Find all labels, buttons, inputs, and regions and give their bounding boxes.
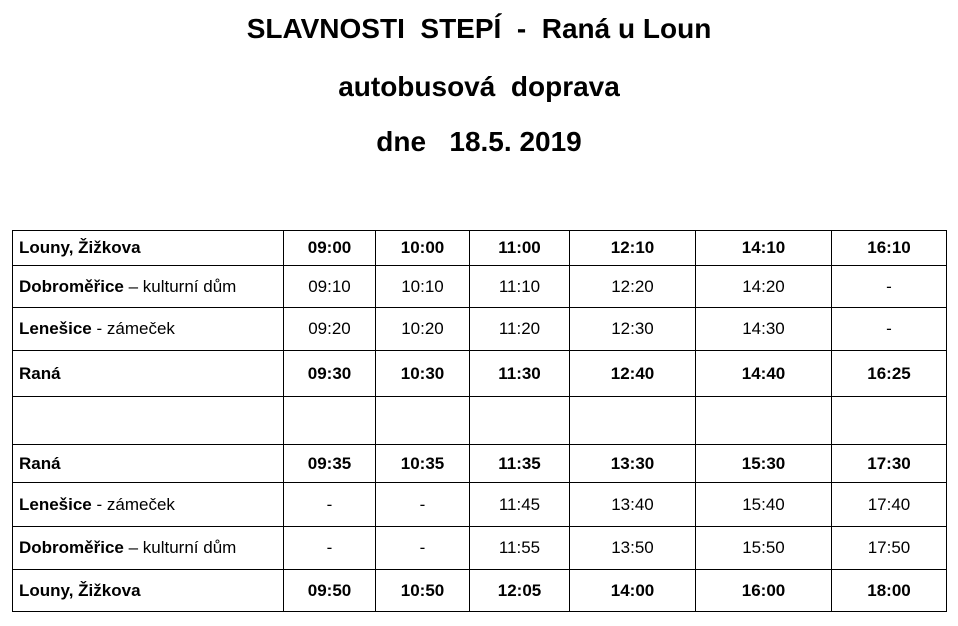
timetable-row — [13, 445, 947, 483]
departure-time: 09:50 — [284, 570, 376, 612]
departure-time: 16:10 — [832, 231, 947, 266]
departure-time: 12:40 — [570, 351, 696, 397]
departure-time: 15:40 — [696, 483, 832, 527]
departure-time — [470, 397, 570, 445]
departure-time: 13:50 — [570, 527, 696, 570]
departure-time: 16:00 — [696, 570, 832, 612]
departure-time: 16:25 — [832, 351, 947, 397]
timetable-body — [13, 231, 947, 612]
stop-name: Dobroměřice — [19, 276, 124, 296]
departure-time: - — [376, 483, 470, 527]
departure-time: 11:00 — [470, 231, 570, 266]
stop-name-cell — [13, 308, 284, 351]
stop-detail: – kulturní dům — [123, 538, 237, 557]
stop-name-cell — [13, 231, 284, 266]
departure-time: - — [284, 483, 376, 527]
title: SLAVNOSTI STEPÍ - Raná u Loun — [246, 13, 712, 44]
stop-name-cell — [13, 266, 284, 308]
departure-time: 12:05 — [470, 570, 570, 612]
stop-name: Raná — [19, 363, 61, 383]
stop-name: Lenešice — [19, 319, 92, 338]
departure-time: 10:30 — [376, 351, 470, 397]
departure-time: 17:40 — [832, 483, 947, 527]
stop-name-cell — [13, 351, 284, 397]
departure-time — [696, 397, 832, 445]
departure-time: 11:45 — [470, 483, 570, 527]
departure-time: - — [376, 527, 470, 570]
departure-time: 11:30 — [470, 351, 570, 397]
departure-time: 09:10 — [284, 266, 376, 308]
departure-time: 17:30 — [832, 445, 947, 483]
departure-time: 14:30 — [696, 308, 832, 351]
timetable-row — [13, 308, 947, 351]
stop-detail: – kulturní dům — [123, 276, 237, 296]
departure-time: 13:30 — [570, 445, 696, 483]
stop-name-cell — [13, 570, 284, 612]
departure-time: 15:30 — [696, 445, 832, 483]
departure-time: 18:00 — [832, 570, 947, 612]
departure-time: - — [284, 527, 376, 570]
departure-time: 14:00 — [570, 570, 696, 612]
departure-time: 09:30 — [284, 351, 376, 397]
departure-time: 10:00 — [376, 231, 470, 266]
timetable-row — [13, 483, 947, 527]
timetable-spacer-row — [13, 397, 947, 445]
departure-time: 09:35 — [284, 445, 376, 483]
stop-name-cell — [13, 527, 284, 570]
stop-name: Louny, Žižkova — [19, 580, 141, 600]
stop-name: Dobroměřice — [19, 538, 124, 557]
departure-time — [284, 397, 376, 445]
timetable-row — [13, 527, 947, 570]
departure-time: 13:40 — [570, 483, 696, 527]
stop-name: Raná — [19, 453, 61, 473]
departure-time: 10:50 — [376, 570, 470, 612]
stop-detail: - zámeček — [91, 319, 175, 338]
departure-time: 12:30 — [570, 308, 696, 351]
timetable-row — [13, 570, 947, 612]
departure-time: 09:00 — [284, 231, 376, 266]
departure-time: 12:20 — [570, 266, 696, 308]
subtitle: autobusová doprava — [338, 71, 620, 102]
timetable-row — [13, 266, 947, 308]
departure-time: 11:35 — [470, 445, 570, 483]
departure-time: 14:10 — [696, 231, 832, 266]
departure-time: 11:55 — [470, 527, 570, 570]
departure-time — [376, 397, 470, 445]
departure-time: 10:10 — [376, 266, 470, 308]
stop-name: Lenešice — [19, 494, 92, 514]
timetable-row — [13, 231, 947, 266]
departure-time: 12:10 — [570, 231, 696, 266]
departure-time: 11:10 — [470, 266, 570, 308]
stop-detail: - zámeček — [91, 494, 175, 514]
departure-time: 15:50 — [696, 527, 832, 570]
departure-time: 10:35 — [376, 445, 470, 483]
stop-name: Louny, Žižkova — [19, 238, 141, 257]
departure-time: 09:20 — [284, 308, 376, 351]
timetable-row — [13, 351, 947, 397]
departure-time — [832, 397, 947, 445]
departure-time: 14:40 — [696, 351, 832, 397]
departure-time: - — [832, 266, 947, 308]
departure-time: 11:20 — [470, 308, 570, 351]
departure-time: - — [832, 308, 947, 351]
stop-name-cell — [13, 445, 284, 483]
stop-name-cell — [13, 397, 284, 445]
stop-name-cell — [13, 483, 284, 527]
departure-time: 17:50 — [832, 527, 947, 570]
departure-time: 10:20 — [376, 308, 470, 351]
departure-time: 14:20 — [696, 266, 832, 308]
departure-time — [570, 397, 696, 445]
date-line: dne 18.5. 2019 — [376, 126, 582, 157]
timetable — [12, 230, 947, 612]
